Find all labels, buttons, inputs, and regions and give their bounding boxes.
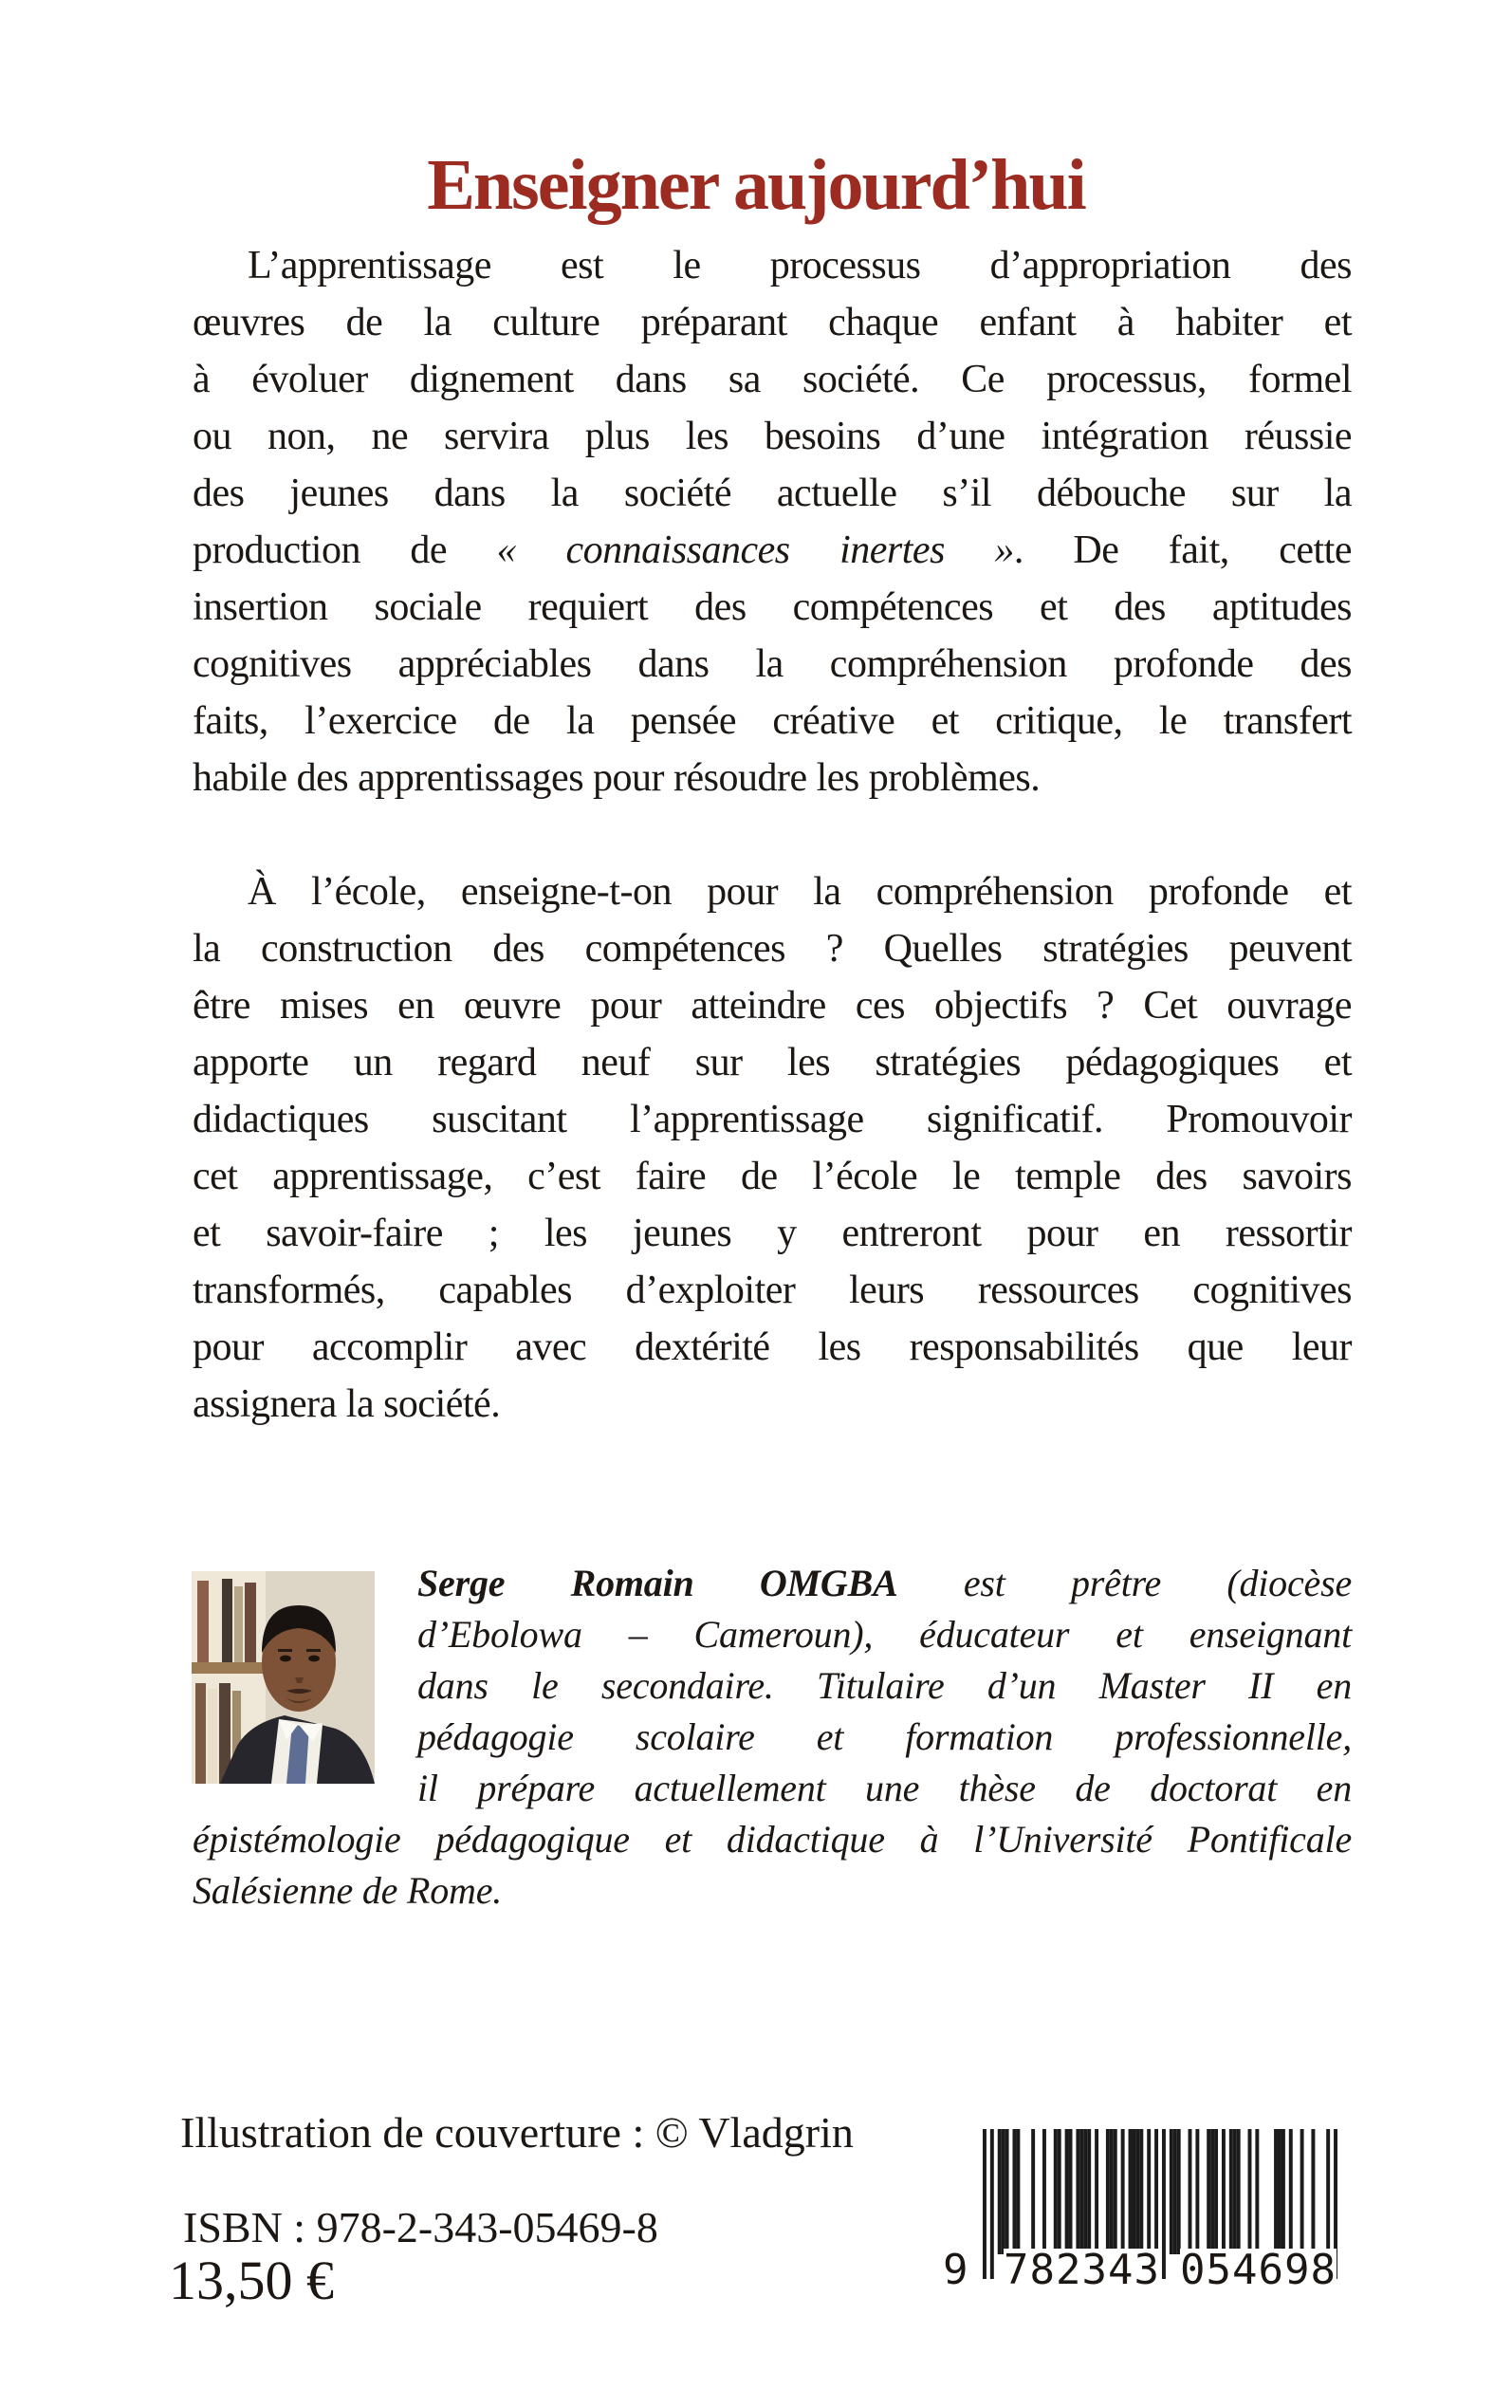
text-line: [193, 1865, 1352, 1917]
text-run: À l’école, enseigne-t-on pour la compréhension profonde et: [248, 870, 1352, 914]
text-run: des jeunes dans la société actuelle s’il débouche sur la: [193, 472, 1352, 515]
text-line: [417, 1609, 1352, 1660]
text-line: [193, 351, 1352, 408]
text-line: [193, 1148, 1352, 1205]
text-run: apporte un regard neuf sur les stratégies pédagogiques et: [193, 1041, 1352, 1084]
author-photo-image: [192, 1571, 375, 1784]
barcode-right-digits: 054698: [1180, 2246, 1337, 2294]
text-run: . De fait, cette: [1013, 528, 1352, 572]
author-photo: [192, 1571, 375, 1784]
text-run: didactiques suscitant l’apprentissage significatif. Promouvoir: [193, 1098, 1352, 1141]
text-run: et savoir-faire ; les jeunes y entreront pour en ressortir: [193, 1212, 1352, 1255]
author-bio-beside-photo: [417, 1558, 1352, 1814]
text-line: [193, 1814, 1352, 1865]
text-run: assignera la société.: [193, 1382, 501, 1426]
synopsis-paragraph-1: [193, 237, 1352, 806]
text-run: dans le secondaire. Titulaire d’un Master II en: [417, 1664, 1352, 1707]
text-line: [193, 522, 1352, 579]
text-line: [193, 408, 1352, 465]
text-run: faits, l’exercice de la pensée créative et critique, le transfert: [193, 699, 1352, 743]
price-text: 13,50 €: [169, 2250, 334, 2311]
text-line: [193, 750, 1352, 806]
synopsis-paragraph-2: [193, 863, 1352, 1433]
text-run: ou non, ne servira plus les besoins d’une intégration réussie: [193, 415, 1352, 458]
text-run: Serge Romain OMGBA: [417, 1562, 898, 1604]
text-line: [417, 1558, 1352, 1609]
text-run: habile des apprentissages pour résoudre les problèmes.: [193, 756, 1041, 800]
text-line: [193, 237, 1352, 294]
text-line: [193, 863, 1352, 920]
text-run: être mises en œuvre pour atteindre ces objectifs ? Cet ouvrage: [193, 984, 1352, 1028]
text-run: à évoluer dignement dans sa société. Ce processus, formel: [193, 358, 1352, 401]
barcode-left-digits: 782343: [1004, 2246, 1160, 2294]
text-line: [193, 1262, 1352, 1319]
text-run: transformés, capables d’exploiter leurs ressources cognitives: [193, 1269, 1352, 1312]
text-run: œuvres de la culture préparant chaque enfant à habiter et: [193, 301, 1352, 344]
text-run: Salésienne de Rome.: [193, 1869, 503, 1912]
text-line: [193, 579, 1352, 636]
text-line: [193, 636, 1352, 693]
text-run: pour accomplir avec dextérité les responsabilités que leur: [193, 1325, 1352, 1369]
cover-illustration-credit: Illustration de couverture : © Vladgrin: [180, 2108, 854, 2157]
text-run: cognitives appréciables dans la compréhension profonde des: [193, 642, 1352, 686]
text-run: d’Ebolowa – Cameroun), éducateur et enseignant: [417, 1613, 1352, 1656]
text-line: [193, 1034, 1352, 1091]
text-line: [193, 1376, 1352, 1433]
text-run: est prêtre (diocèse: [897, 1562, 1352, 1604]
text-run: L’apprentissage est le processus d’appropriation des: [248, 244, 1352, 287]
text-run: cet apprentissage, c’est faire de l’école le temple des savoirs: [193, 1155, 1352, 1198]
book-title: Enseigner aujourd’hui: [427, 144, 1085, 225]
text-line: [193, 1205, 1352, 1262]
text-line: [193, 1319, 1352, 1376]
text-run: « connaissances inertes »: [496, 528, 1014, 572]
text-line: [417, 1712, 1352, 1763]
isbn-text: ISBN : 978-2-343-05469-8: [183, 2203, 658, 2251]
shelf-board: [192, 1662, 266, 1674]
text-line: [193, 294, 1352, 351]
text-line: [193, 977, 1352, 1034]
text-run: production de: [193, 528, 497, 572]
author-bio-full-width: [193, 1814, 1352, 1917]
barcode-first-digit: 9: [943, 2246, 969, 2294]
text-line: [193, 693, 1352, 750]
text-line: [193, 1091, 1352, 1148]
ean13-barcode: [943, 2129, 1343, 2300]
text-line: [417, 1660, 1352, 1712]
text-run: épistémologie pédagogique et didactique à l’Université Pontificale: [193, 1818, 1352, 1861]
text-run: pédagogie scolaire et formation professionnelle,: [417, 1715, 1352, 1758]
text-line: [417, 1763, 1352, 1814]
text-line: [193, 465, 1352, 522]
text-run: la construction des compétences ? Quelles stratégies peuvent: [193, 927, 1352, 971]
text-run: il prépare actuellement une thèse de doctorat en: [417, 1767, 1352, 1809]
text-run: insertion sociale requiert des compétences et des aptitudes: [193, 585, 1352, 629]
text-line: [193, 920, 1352, 977]
